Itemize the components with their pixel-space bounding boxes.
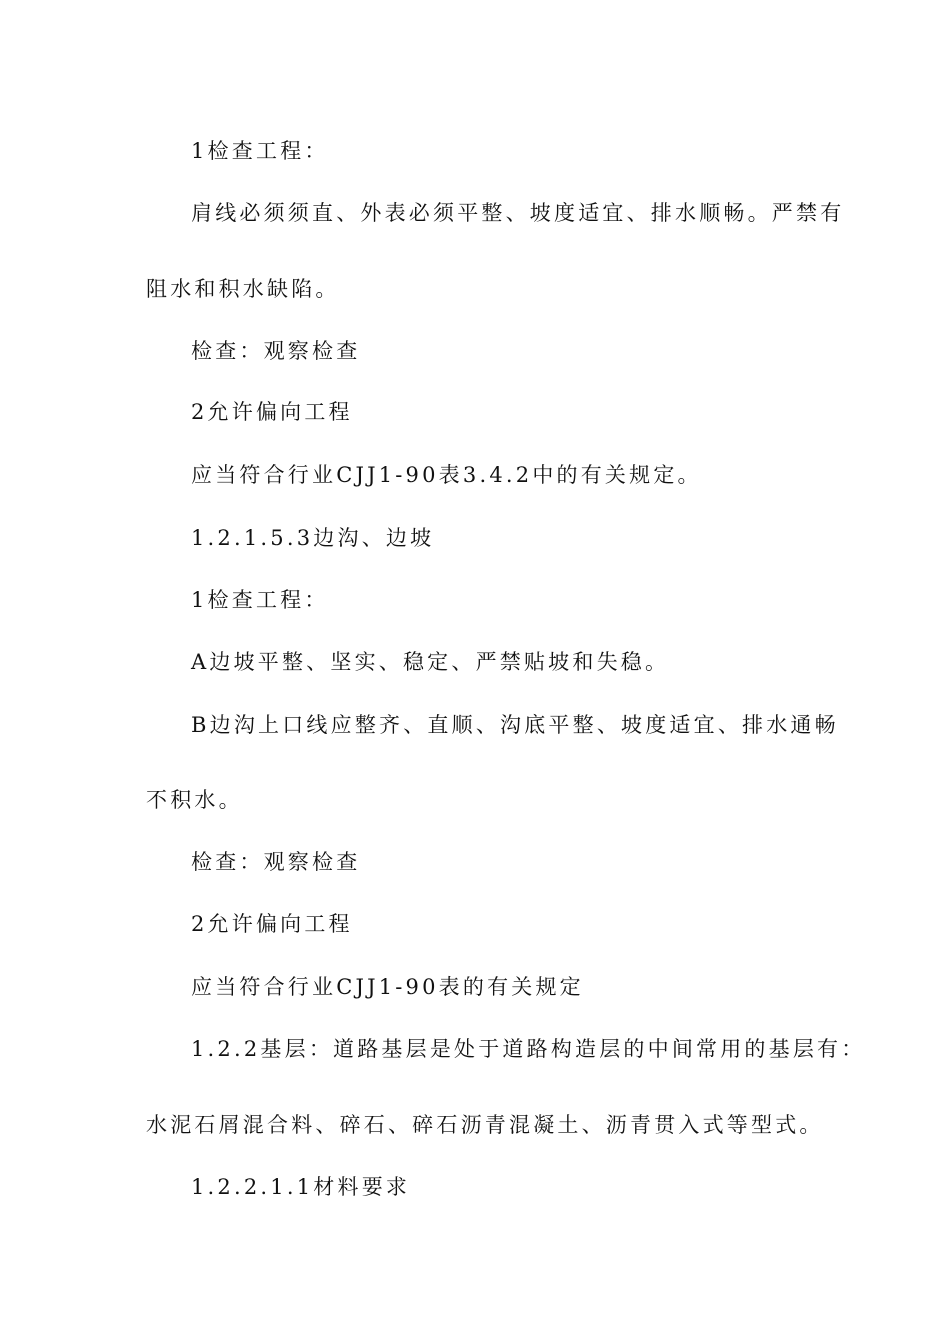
tolerance-heading: 2允许偏向工程	[191, 400, 353, 424]
tolerance-heading: 2允许偏向工程	[191, 912, 353, 936]
inspection-item-heading: 1检查工程：	[191, 588, 329, 612]
paragraph-line: A边坡平整、坚实、稳定、严禁贴坡和失稳。	[191, 650, 670, 674]
paragraph-line: 肩线必须须直、外表必须平整、坡度适宜、排水顺畅。严禁有	[191, 201, 845, 225]
paragraph-line: 应当符合行业CJJ1-90表的有关规定	[191, 975, 584, 999]
paragraph-line: B边沟上口线应整齐、直顺、沟底平整、坡度适宜、排水通畅	[191, 713, 839, 737]
section-heading: 1.2.1.5.3边沟、边坡	[191, 526, 435, 550]
section-heading: 1.2.2.1.1材料要求	[191, 1175, 411, 1199]
paragraph-line: 阻水和积水缺陷。	[146, 277, 340, 301]
paragraph-line: 不积水。	[146, 788, 243, 812]
inspection-item-heading: 1检查工程：	[191, 139, 329, 163]
inspection-method: 检查：观察检查	[191, 850, 361, 874]
inspection-method: 检查：观察检查	[191, 339, 361, 363]
paragraph-line: 应当符合行业CJJ1-90表3.4.2中的有关规定。	[191, 463, 702, 487]
section-heading: 1.2.2基层：道路基层是处于道路构造层的中间常用的基层有：	[191, 1037, 866, 1061]
paragraph-line: 水泥石屑混合料、碎石、碎石沥青混凝土、沥青贯入式等型式。	[146, 1113, 824, 1137]
